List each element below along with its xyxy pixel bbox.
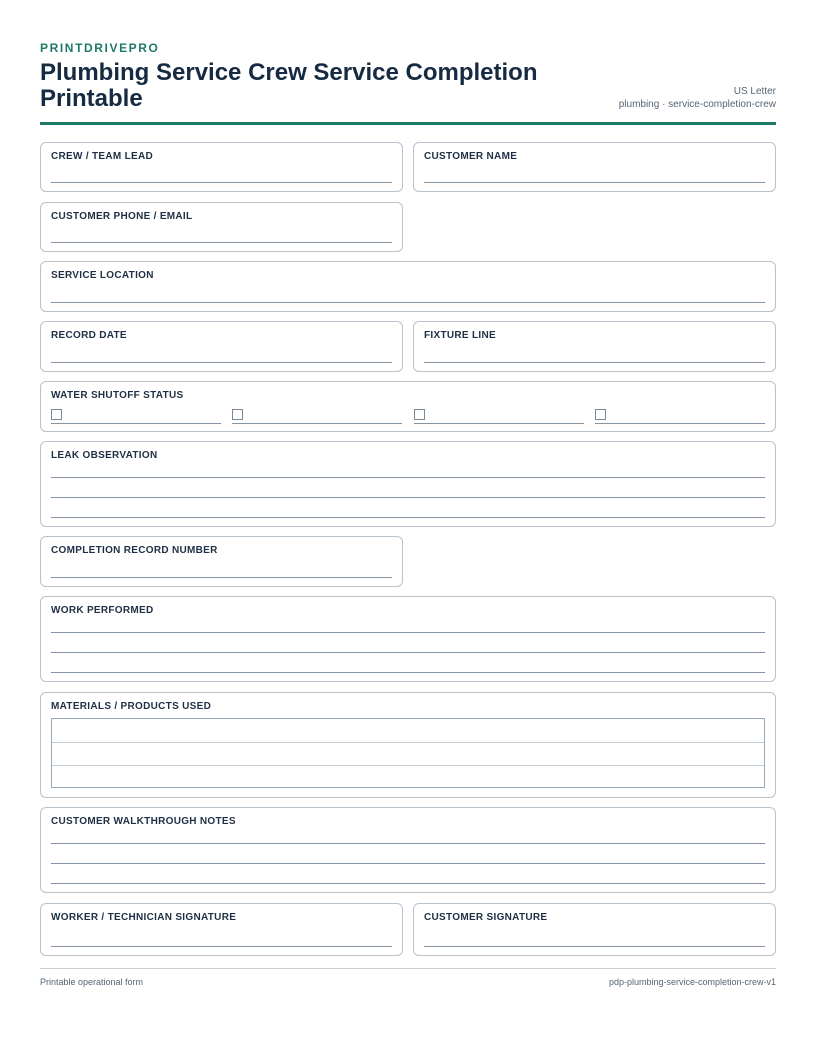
checkbox-icon[interactable] bbox=[414, 409, 425, 420]
materials-products-used-field bbox=[40, 692, 776, 798]
customer-signature-field[interactable] bbox=[413, 903, 776, 956]
customer-phone-email-field[interactable] bbox=[40, 202, 403, 252]
completion-record-number-label: COMPLETION RECORD NUMBER bbox=[51, 545, 218, 556]
page-meta bbox=[619, 85, 776, 111]
customer-signature-label: CUSTOMER SIGNATURE bbox=[424, 912, 548, 923]
customer-name-field[interactable] bbox=[413, 142, 776, 192]
customer-walkthrough-notes-field[interactable] bbox=[40, 807, 776, 893]
materials-products-used-label: MATERIALS / PRODUCTS USED bbox=[51, 701, 212, 712]
customer-phone-email-line[interactable] bbox=[51, 242, 392, 243]
leak-observation-line[interactable] bbox=[51, 477, 765, 478]
record-date-label: RECORD DATE bbox=[51, 330, 127, 341]
page-title: Plumbing Service Crew Service Completion Printable bbox=[40, 59, 538, 112]
service-location-field[interactable] bbox=[40, 261, 776, 312]
materials-table bbox=[51, 718, 765, 788]
leak-observation-line[interactable] bbox=[51, 517, 765, 518]
crew-team-lead-label: CREW / TEAM LEAD bbox=[51, 151, 154, 162]
work-performed-line[interactable] bbox=[51, 632, 765, 633]
service-location-line[interactable] bbox=[51, 302, 765, 303]
leak-observation-line[interactable] bbox=[51, 497, 765, 498]
customer-signature-line[interactable] bbox=[424, 946, 765, 947]
checkbox-icon[interactable] bbox=[232, 409, 243, 420]
fixture-line-field[interactable] bbox=[413, 321, 776, 372]
water-shutoff-status-label: WATER SHUTOFF STATUS bbox=[51, 390, 184, 401]
footer-form-id: pdp-plumbing-service-completion-crew-v1 bbox=[608, 977, 776, 987]
fixture-line-label: FIXTURE LINE bbox=[424, 330, 496, 341]
footer-rule bbox=[40, 968, 776, 969]
work-performed-label: WORK PERFORMED bbox=[51, 605, 154, 616]
walkthrough-notes-line[interactable] bbox=[51, 843, 765, 844]
leak-observation-field[interactable] bbox=[40, 441, 776, 527]
footer-description: Printable operational form bbox=[40, 977, 144, 987]
work-performed-field[interactable] bbox=[40, 596, 776, 682]
work-performed-line[interactable] bbox=[51, 652, 765, 653]
header-rule bbox=[40, 122, 776, 125]
brand-name: PRINTDRIVEPRO bbox=[40, 41, 160, 55]
crew-team-lead-line[interactable] bbox=[51, 182, 392, 183]
customer-walkthrough-notes-label: CUSTOMER WALKTHROUGH NOTES bbox=[51, 816, 236, 827]
shutoff-options bbox=[51, 408, 765, 424]
table-row[interactable] bbox=[52, 765, 764, 766]
checkbox-icon[interactable] bbox=[595, 409, 606, 420]
worker-signature-line[interactable] bbox=[51, 946, 392, 947]
completion-record-number-field[interactable] bbox=[40, 536, 403, 587]
shutoff-option-4[interactable] bbox=[595, 408, 765, 424]
crew-team-lead-field[interactable] bbox=[40, 142, 403, 192]
checkbox-icon[interactable] bbox=[51, 409, 62, 420]
walkthrough-notes-line[interactable] bbox=[51, 883, 765, 884]
shutoff-option-3[interactable] bbox=[414, 408, 584, 424]
service-location-label: SERVICE LOCATION bbox=[51, 270, 154, 281]
paper-size: US Letter bbox=[733, 86, 776, 97]
customer-phone-email-label: CUSTOMER PHONE / EMAIL bbox=[51, 211, 193, 222]
customer-name-label: CUSTOMER NAME bbox=[424, 151, 518, 162]
customer-name-line[interactable] bbox=[424, 182, 765, 183]
water-shutoff-status-field bbox=[40, 381, 776, 432]
record-date-field[interactable] bbox=[40, 321, 403, 372]
worker-technician-signature-label: WORKER / TECHNICIAN SIGNATURE bbox=[51, 912, 237, 923]
walkthrough-notes-line[interactable] bbox=[51, 863, 765, 864]
leak-observation-label: LEAK OBSERVATION bbox=[51, 450, 158, 461]
record-date-line[interactable] bbox=[51, 362, 392, 363]
shutoff-option-2[interactable] bbox=[232, 408, 402, 424]
work-performed-line[interactable] bbox=[51, 672, 765, 673]
shutoff-option-1[interactable] bbox=[51, 408, 221, 424]
fixture-line-line[interactable] bbox=[424, 362, 765, 363]
worker-technician-signature-field[interactable] bbox=[40, 903, 403, 956]
form-slug: plumbing · service-completion-crew bbox=[618, 99, 776, 110]
completion-record-number-line[interactable] bbox=[51, 577, 392, 578]
table-row[interactable] bbox=[52, 742, 764, 743]
